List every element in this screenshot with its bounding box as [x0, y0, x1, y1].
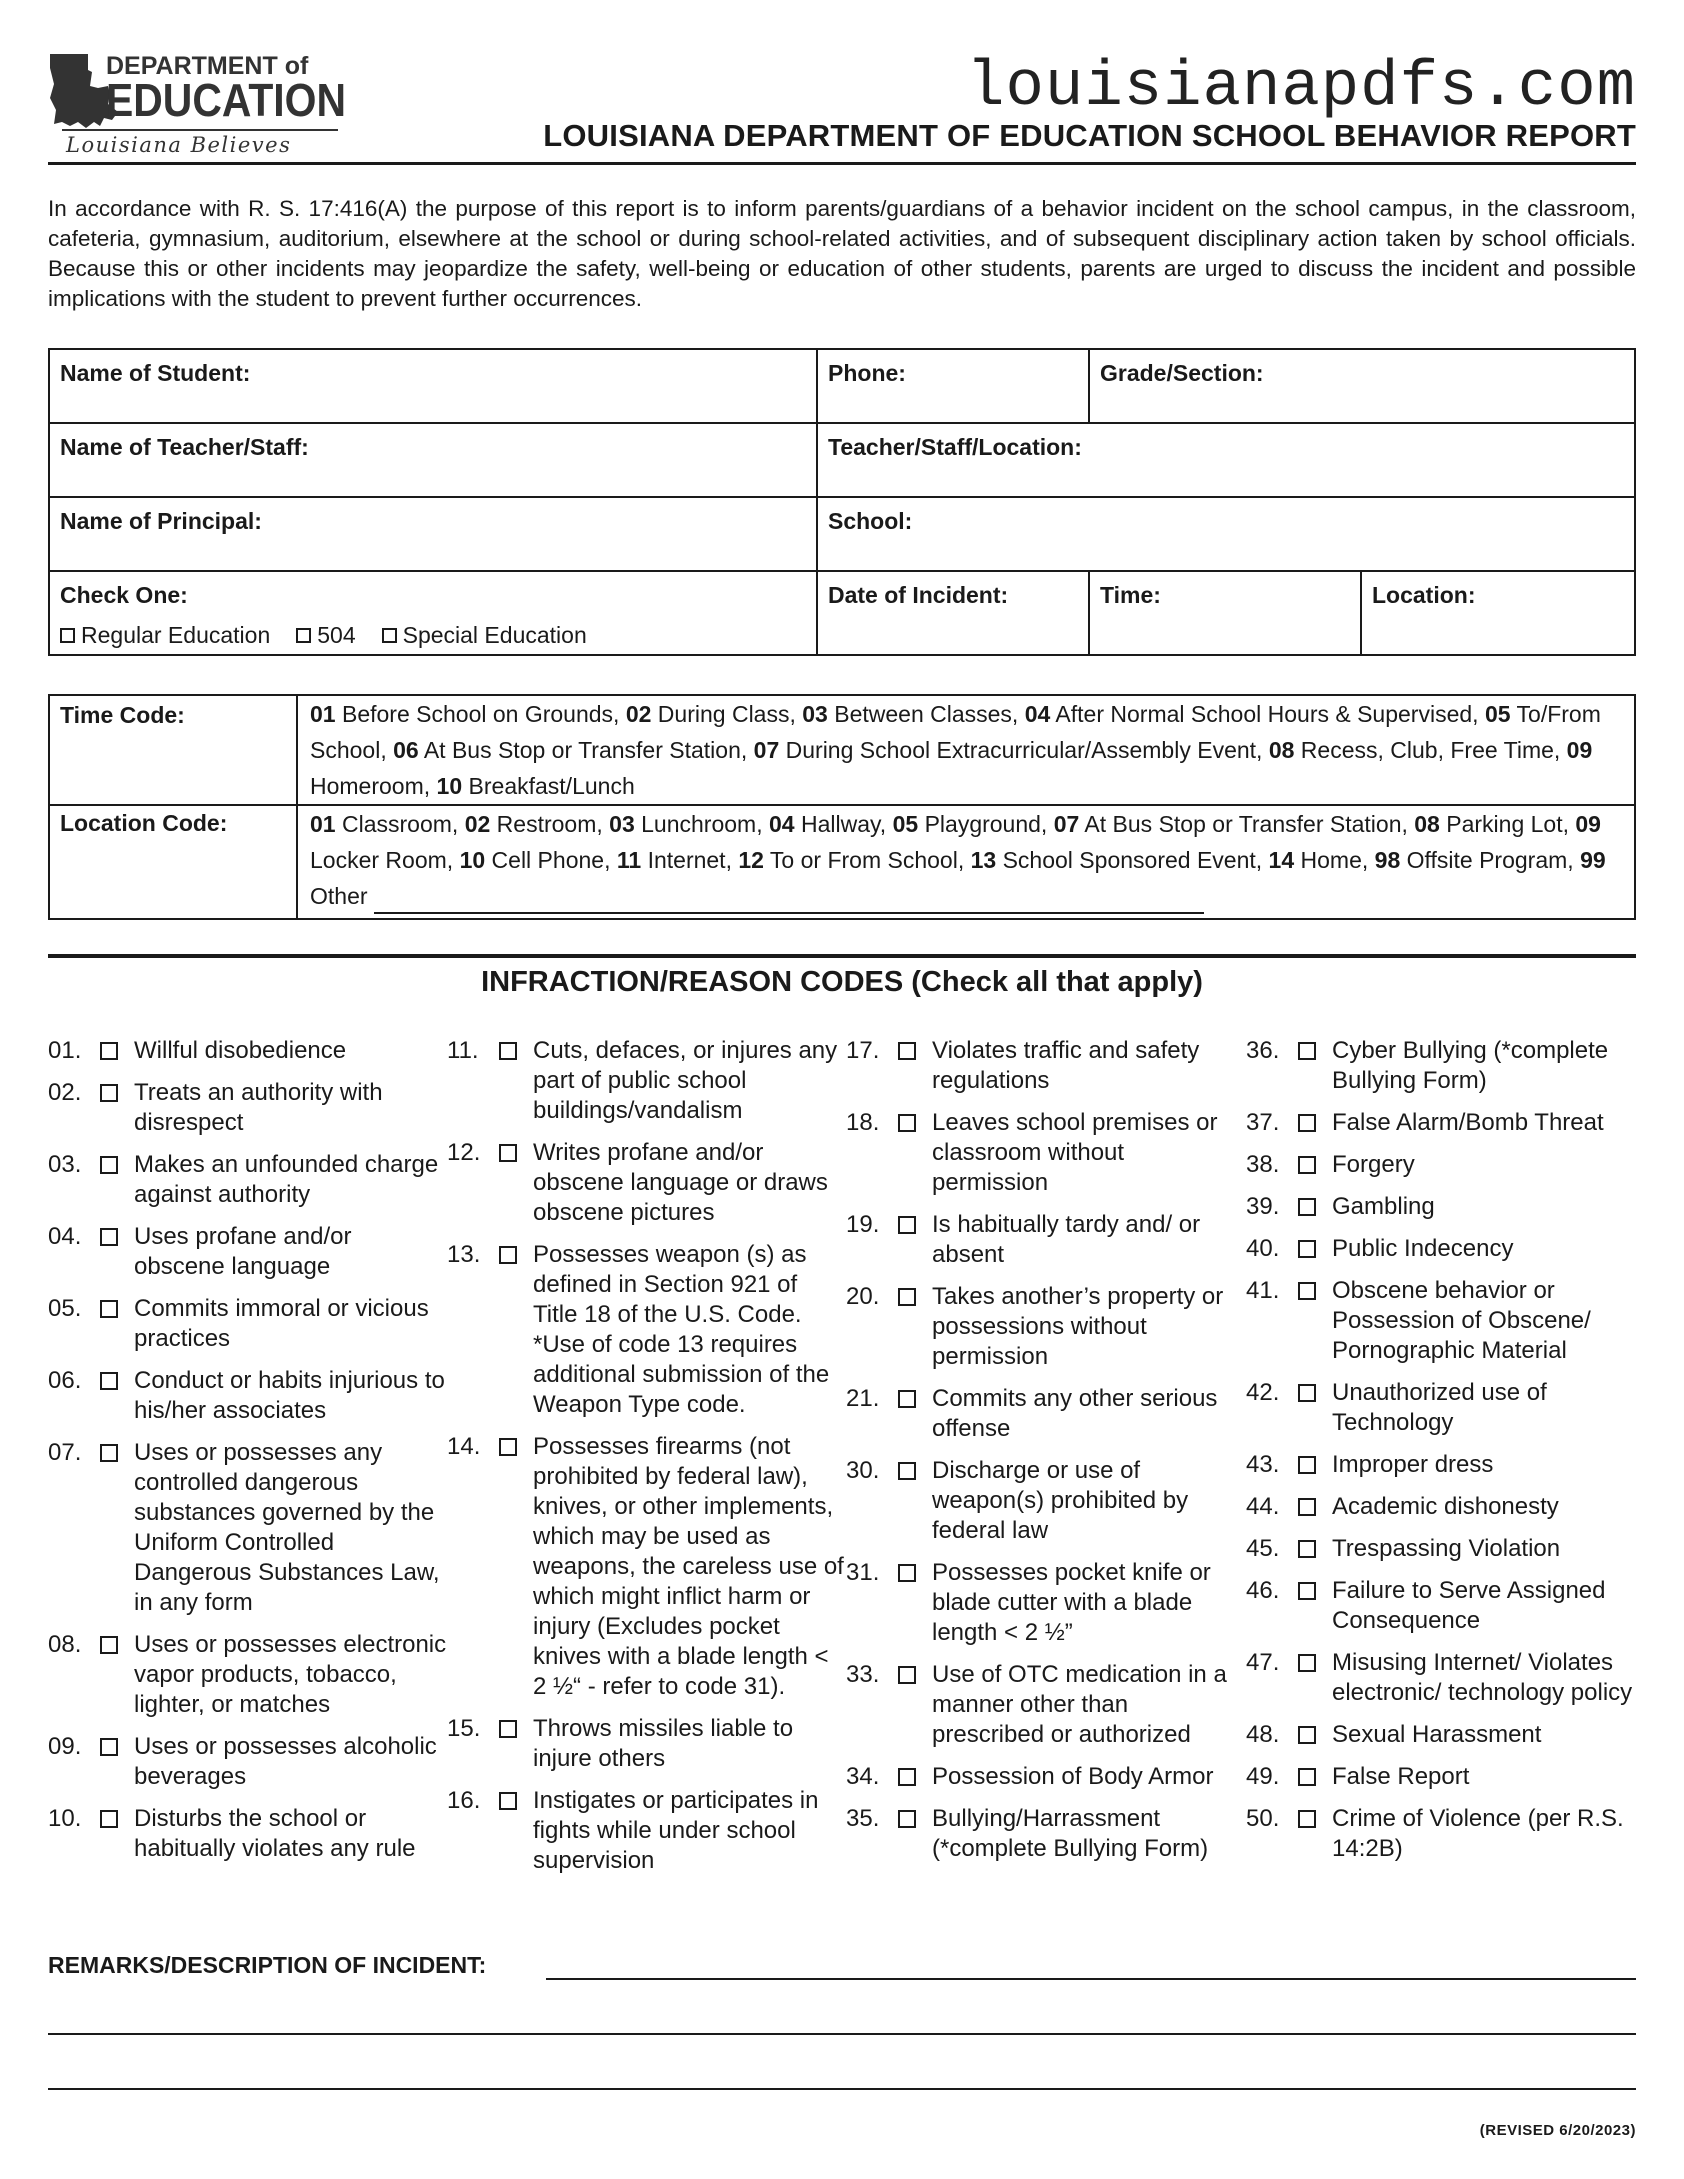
logo-tagline: Louisiana Believes: [66, 133, 292, 157]
grade-section-label: Grade/Section:: [1100, 360, 1264, 386]
infraction-number: 37.: [1246, 1109, 1280, 1136]
infraction-text: False Alarm/Bomb Threat: [1332, 1109, 1604, 1136]
infraction-text: Leaves school premises or classroom without permission: [932, 1109, 1218, 1196]
date-of-incident-label: Date of Incident:: [828, 582, 1009, 608]
time-code-number: 02: [625, 701, 652, 727]
infraction-item[interactable]: [447, 1036, 847, 1126]
infraction-text: Possesses pocket knife or blade cutter with a blade length < 2 ½”: [932, 1559, 1211, 1646]
checkbox-icon: [296, 628, 311, 643]
infraction-text: Sexual Harassment: [1332, 1721, 1542, 1748]
checkbox-icon[interactable]: [100, 1042, 118, 1060]
regular-education-checkbox[interactable]: [60, 622, 270, 649]
checkbox-icon[interactable]: [499, 1792, 517, 1810]
infraction-column-1: [48, 1036, 448, 1876]
date-of-incident-field[interactable]: [818, 572, 1090, 654]
time-code-text: At Bus Stop or Transfer Station,: [418, 737, 754, 763]
infraction-item[interactable]: [846, 1660, 1246, 1750]
infraction-number: 17.: [846, 1037, 880, 1064]
other-location-input-line[interactable]: [374, 888, 1204, 914]
infraction-item[interactable]: [48, 1732, 448, 1792]
infraction-text: Bullying/Harrassment (*complete Bullying Form): [932, 1805, 1209, 1862]
infraction-number: 36.: [1246, 1037, 1280, 1064]
checkbox-icon[interactable]: [1298, 1768, 1316, 1786]
infraction-text: Commits any other serious offense: [932, 1385, 1218, 1442]
infraction-number: 45.: [1246, 1535, 1280, 1562]
infraction-number: 05.: [48, 1295, 82, 1322]
teacher-name-field[interactable]: [50, 424, 818, 498]
infraction-number: 12.: [447, 1139, 481, 1166]
location-code-number: 07: [1053, 811, 1080, 837]
infraction-text: Writes profane and/or obscene language or draws obscene pictures: [533, 1139, 828, 1226]
time-code-number: 09: [1566, 737, 1593, 763]
infraction-column-3: [846, 1036, 1246, 1876]
header-divider: [48, 162, 1636, 165]
infraction-number: 42.: [1246, 1379, 1280, 1406]
infraction-item[interactable]: [48, 1036, 448, 1066]
checkbox-icon[interactable]: [898, 1462, 916, 1480]
infraction-text: Uses or possesses electronic vapor products, tobacco, lighter, or matches: [134, 1631, 447, 1718]
infraction-item[interactable]: [846, 1804, 1246, 1864]
504-label: 504: [317, 622, 356, 648]
time-code-text: To/From School,: [310, 701, 1601, 763]
infraction-number: 44.: [1246, 1493, 1280, 1520]
location-code-number: 13: [970, 847, 997, 873]
checkbox-icon: [382, 628, 397, 643]
infraction-text: Obscene behavior or Possession of Obscene/ Pornographic Material: [1332, 1277, 1591, 1364]
time-code-label-cell: [50, 696, 298, 806]
time-code-text: Breakfast/Lunch: [462, 773, 635, 799]
teacher-location-field[interactable]: [818, 424, 1634, 498]
infraction-text: Throws missiles liable to injure others: [533, 1715, 794, 1772]
location-field[interactable]: [1362, 572, 1634, 654]
infraction-text: Uses profane and/or obscene language: [134, 1223, 352, 1280]
time-field[interactable]: [1090, 572, 1362, 654]
infraction-item[interactable]: [447, 1432, 847, 1702]
time-code-text: During School Extracurricular/Assembly Event,: [779, 737, 1269, 763]
infraction-text: Crime of Violence (per R.S. 14:2B): [1332, 1805, 1624, 1862]
checkbox-icon[interactable]: [1298, 1282, 1316, 1300]
infraction-text: Improper dress: [1332, 1451, 1494, 1478]
checkbox-icon[interactable]: [898, 1810, 916, 1828]
infraction-text: Conduct or habits injurious to his/her associates: [134, 1367, 445, 1424]
infraction-text: Use of OTC medication in a manner other than prescribed or authorized: [932, 1661, 1227, 1748]
infraction-item[interactable]: [846, 1036, 1246, 1096]
location-code-number: 08: [1414, 811, 1440, 837]
infraction-number: 21.: [846, 1385, 880, 1412]
checkbox-icon[interactable]: [898, 1288, 916, 1306]
infraction-text: Discharge or use of weapon(s) prohibited by federal law: [932, 1457, 1189, 1544]
school-label: School:: [828, 508, 913, 534]
student-name-label: Name of Student:: [60, 360, 251, 386]
location-code-number: 99: [1580, 847, 1606, 873]
infraction-text: Forgery: [1332, 1151, 1415, 1178]
infraction-number: 15.: [447, 1715, 481, 1742]
infraction-item[interactable]: [48, 1078, 448, 1138]
location-code-text: To or From School,: [763, 847, 971, 873]
checkbox-icon[interactable]: [100, 1810, 118, 1828]
check-one-field: [50, 572, 818, 654]
infraction-item[interactable]: [1246, 1378, 1646, 1438]
infraction-item[interactable]: [846, 1384, 1246, 1444]
infraction-item[interactable]: [846, 1558, 1246, 1648]
infraction-text: Instigates or participates in fights while under school supervision: [533, 1787, 819, 1874]
checkbox-icon[interactable]: [100, 1636, 118, 1654]
student-name-field[interactable]: [50, 350, 818, 424]
checkbox-icon[interactable]: [1298, 1810, 1316, 1828]
infraction-number: 33.: [846, 1661, 880, 1688]
location-code-number: 10: [459, 847, 486, 873]
infraction-text: Is habitually tardy and/ or absent: [932, 1211, 1201, 1268]
infraction-number: 02.: [48, 1079, 82, 1106]
teacher-location-label: Teacher/Staff/Location:: [828, 434, 1082, 460]
location-code-text: Playground,: [918, 811, 1054, 837]
checkbox-icon[interactable]: [898, 1216, 916, 1234]
location-code-label: Location Code:: [60, 810, 228, 836]
checkbox-icon[interactable]: [499, 1246, 517, 1264]
location-label: Location:: [1372, 582, 1476, 608]
infraction-item[interactable]: [447, 1714, 847, 1774]
checkbox-icon[interactable]: [1298, 1456, 1316, 1474]
infraction-text: Cyber Bullying (*complete Bullying Form): [1332, 1037, 1609, 1094]
location-code-number: 03: [609, 811, 635, 837]
infraction-number: 14.: [447, 1433, 481, 1460]
infraction-item[interactable]: [1246, 1492, 1646, 1522]
infraction-item[interactable]: [48, 1366, 448, 1426]
infraction-number: 03.: [48, 1151, 82, 1178]
infraction-number: 30.: [846, 1457, 880, 1484]
location-code-text: Internet,: [641, 847, 739, 873]
logo-line1: DEPARTMENT of: [106, 52, 309, 80]
check-one-label: Check One:: [60, 582, 188, 608]
infraction-item[interactable]: [48, 1150, 448, 1210]
infraction-text: Trespassing Violation: [1332, 1535, 1561, 1562]
infraction-number: 47.: [1246, 1649, 1280, 1676]
location-code-label-cell: [50, 806, 298, 918]
department-of-education-logo: [48, 48, 348, 158]
location-code-text: Parking Lot,: [1439, 811, 1576, 837]
infraction-text: Possesses firearms (not prohibited by federal law), knives, or other implements, which may be used as weapons, the careless use of which might inflict harm or injury (Excludes pocket knives with a blade length < 2 ½“ - refer to code 31).: [533, 1433, 844, 1700]
time-code-text: During Class,: [651, 701, 803, 727]
special-education-checkbox[interactable]: [382, 622, 587, 649]
infraction-item[interactable]: [447, 1240, 847, 1420]
infraction-number: 38.: [1246, 1151, 1280, 1178]
checkbox-icon[interactable]: [499, 1438, 517, 1456]
checkbox-icon[interactable]: [499, 1720, 517, 1738]
infraction-item[interactable]: [1246, 1804, 1646, 1864]
location-code-number: 14: [1268, 847, 1295, 873]
remarks-input-line[interactable]: [48, 2033, 1636, 2035]
infraction-item[interactable]: [447, 1138, 847, 1228]
phone-label: Phone:: [828, 360, 906, 386]
infraction-item[interactable]: [1246, 1150, 1646, 1180]
infraction-number: 39.: [1246, 1193, 1280, 1220]
checkbox-icon[interactable]: [100, 1084, 118, 1102]
infraction-number: 13.: [447, 1241, 481, 1268]
infraction-number: 40.: [1246, 1235, 1280, 1262]
checkbox-icon[interactable]: [1298, 1042, 1316, 1060]
checkbox-icon[interactable]: [1298, 1114, 1316, 1132]
infraction-number: 04.: [48, 1223, 82, 1250]
location-code-number: 09: [1575, 811, 1601, 837]
code-reference-table: [48, 694, 1636, 920]
infraction-number: 35.: [846, 1805, 880, 1832]
location-code-number: 01: [310, 811, 336, 837]
infraction-text: Commits immoral or vicious practices: [134, 1295, 429, 1352]
checkbox-icon[interactable]: [1298, 1384, 1316, 1402]
checkbox-icon[interactable]: [100, 1444, 118, 1462]
location-code-text: Offsite Program,: [1400, 847, 1581, 873]
infraction-number: 10.: [48, 1805, 82, 1832]
infraction-number: 11.: [447, 1037, 479, 1064]
infraction-item[interactable]: [1246, 1036, 1646, 1096]
infraction-item[interactable]: [846, 1456, 1246, 1546]
infraction-item[interactable]: [1246, 1234, 1646, 1264]
infraction-item[interactable]: [48, 1438, 448, 1618]
checkbox-icon[interactable]: [499, 1144, 517, 1162]
infraction-text: Willful disobedience: [134, 1037, 347, 1064]
remarks-label: REMARKS/DESCRIPTION OF INCIDENT:: [48, 1952, 487, 1978]
infraction-item[interactable]: [1246, 1276, 1646, 1366]
location-code-text: Home,: [1294, 847, 1375, 873]
infraction-item[interactable]: [1246, 1648, 1646, 1708]
infraction-number: 01.: [48, 1037, 82, 1064]
school-field[interactable]: [818, 498, 1634, 572]
teacher-name-label: Name of Teacher/Staff:: [60, 434, 309, 460]
location-code-text: School Sponsored Event,: [996, 847, 1269, 873]
infraction-item[interactable]: [1246, 1762, 1646, 1792]
checkbox-icon[interactable]: [898, 1042, 916, 1060]
logo-line2: EDUCATION: [106, 74, 346, 126]
time-code-number: 06: [393, 737, 419, 763]
section-divider: [48, 954, 1636, 958]
location-code-text: Lunchroom,: [634, 811, 769, 837]
infraction-number: 48.: [1246, 1721, 1280, 1748]
checkbox-icon[interactable]: [1298, 1654, 1316, 1672]
location-code-text: Classroom,: [335, 811, 465, 837]
504-checkbox[interactable]: [296, 622, 355, 649]
infraction-text: Public Indecency: [1332, 1235, 1514, 1262]
infraction-number: 41.: [1246, 1277, 1280, 1304]
location-code-number: 02: [464, 811, 491, 837]
checkbox-icon[interactable]: [898, 1390, 916, 1408]
checkbox-icon[interactable]: [898, 1666, 916, 1684]
infraction-number: 20.: [846, 1283, 880, 1310]
checkbox-icon[interactable]: [898, 1114, 916, 1132]
time-code-number: 04: [1024, 701, 1051, 727]
infraction-text: Possession of Body Armor: [932, 1763, 1214, 1790]
infraction-text: Possesses weapon (s) as defined in Section 921 of Title 18 of the U.S. Code. *Use of code 13 requires additional submission of the Weapon Type code.: [533, 1241, 830, 1418]
infraction-number: 31.: [846, 1559, 880, 1586]
infraction-text: Treats an authority with disrespect: [134, 1079, 383, 1136]
checkbox-icon[interactable]: [1298, 1540, 1316, 1558]
infraction-item[interactable]: [1246, 1720, 1646, 1750]
infraction-item[interactable]: [1246, 1576, 1646, 1636]
time-code-number: 03: [802, 701, 828, 727]
infraction-number: 46.: [1246, 1577, 1280, 1604]
infraction-item[interactable]: [48, 1222, 448, 1282]
location-code-number: 98: [1374, 847, 1401, 873]
infraction-text: Makes an unfounded charge against authority: [134, 1151, 439, 1208]
infraction-text: Uses or possesses any controlled dangerous substances governed by the Uniform Controlled Dangerous Substances Law, in any form: [134, 1439, 440, 1616]
infraction-text: Misusing Internet/ Violates electronic/ technology policy: [1332, 1649, 1633, 1706]
principal-name-label: Name of Principal:: [60, 508, 262, 534]
checkbox-icon[interactable]: [1298, 1156, 1316, 1174]
infraction-text: Violates traffic and safety regulations: [932, 1037, 1200, 1094]
location-code-list: [310, 806, 1620, 914]
checkbox-icon[interactable]: [499, 1042, 517, 1060]
time-code-text: Between Classes,: [827, 701, 1025, 727]
checkbox-icon[interactable]: [898, 1768, 916, 1786]
infraction-number: 16.: [447, 1787, 481, 1814]
infraction-text: Unauthorized use of Technology: [1332, 1379, 1547, 1436]
location-code-number: 04: [769, 811, 795, 837]
time-label: Time:: [1100, 582, 1161, 608]
time-code-number: 01: [310, 701, 336, 727]
time-code-text: Homeroom,: [310, 773, 437, 799]
infraction-number: 08.: [48, 1631, 82, 1658]
infraction-item[interactable]: [846, 1108, 1246, 1198]
student-info-form: [48, 348, 1636, 656]
time-code-number: 07: [753, 737, 780, 763]
infraction-item[interactable]: [846, 1282, 1246, 1372]
special-education-label: Special Education: [402, 622, 587, 648]
infraction-column-4: [1246, 1036, 1646, 1876]
checkbox-icon[interactable]: [1298, 1498, 1316, 1516]
site-watermark: louisianapdfs.com: [966, 52, 1636, 124]
time-code-text: Before School on Grounds,: [335, 701, 626, 727]
location-code-text: Cell Phone,: [485, 847, 617, 873]
location-code-text: Locker Room,: [310, 847, 460, 873]
regular-education-label: Regular Education: [81, 622, 271, 648]
time-code-text: After Normal School Hours & Supervised,: [1050, 701, 1485, 727]
checkbox-icon: [60, 628, 75, 643]
document-title: LOUISIANA DEPARTMENT OF EDUCATION SCHOOL BEHAVIOR REPORT: [543, 118, 1636, 153]
infraction-number: 09.: [48, 1733, 82, 1760]
checkbox-icon[interactable]: [100, 1372, 118, 1390]
checkbox-icon[interactable]: [100, 1300, 118, 1318]
location-code-text: Hallway,: [794, 811, 893, 837]
infraction-item[interactable]: [1246, 1108, 1646, 1138]
infraction-number: 18.: [846, 1109, 880, 1136]
checkbox-icon[interactable]: [1298, 1582, 1316, 1600]
infraction-number: 19.: [846, 1211, 880, 1238]
location-code-text: Other: [310, 883, 374, 909]
infraction-item[interactable]: [1246, 1192, 1646, 1222]
checkbox-icon[interactable]: [1298, 1198, 1316, 1216]
infraction-item[interactable]: [48, 1630, 448, 1720]
location-code-text: At Bus Stop or Transfer Station,: [1079, 811, 1415, 837]
time-code-number: 08: [1268, 737, 1295, 763]
checkbox-icon[interactable]: [100, 1156, 118, 1174]
phone-field[interactable]: [818, 350, 1090, 424]
grade-section-field[interactable]: [1090, 350, 1634, 424]
infraction-item[interactable]: [846, 1762, 1246, 1792]
time-code-number: 10: [436, 773, 463, 799]
location-code-text: Restroom,: [490, 811, 610, 837]
revision-date: (REVISED 6/20/2023): [1479, 2122, 1636, 2139]
infraction-item[interactable]: [48, 1804, 448, 1864]
time-code-label: Time Code:: [60, 702, 185, 728]
time-code-number: 05: [1484, 701, 1511, 727]
infraction-codes-title: INFRACTION/REASON CODES (Check all that apply): [481, 966, 1203, 998]
infraction-item[interactable]: [1246, 1534, 1646, 1564]
infraction-text: Takes another’s property or possessions without permission: [932, 1283, 1224, 1370]
infraction-item[interactable]: [447, 1786, 847, 1876]
location-code-number: 05: [892, 811, 919, 837]
remarks-input-line[interactable]: [48, 2088, 1636, 2090]
infraction-item[interactable]: [48, 1294, 448, 1354]
infraction-text: Gambling: [1332, 1193, 1435, 1220]
infraction-text: Failure to Serve Assigned Consequence: [1332, 1577, 1606, 1634]
infraction-number: 50.: [1246, 1805, 1280, 1832]
checkbox-icon[interactable]: [100, 1228, 118, 1246]
infraction-number: 43.: [1246, 1451, 1280, 1478]
remarks-input-line[interactable]: [546, 1978, 1636, 1980]
infraction-number: 06.: [48, 1367, 82, 1394]
time-code-list: [310, 696, 1620, 804]
infraction-item[interactable]: [846, 1210, 1246, 1270]
intro-paragraph: In accordance with R. S. 17:416(A) the purpose of this report is to inform parents/guardians of a behavior incident on the school campus, in the classroom, cafeteria, gymnasium, auditorium, elsewhere at the school or during school-related activities, and of subsequent disciplinary action taken by school officials. Because this or other incidents may jeopardize the safety, well-being or education of other students, parents are urged to discuss the incident and possible implications with the student to prevent further occurrences.: [48, 196, 1636, 311]
infraction-number: 34.: [846, 1763, 880, 1790]
infraction-text: False Report: [1332, 1763, 1470, 1790]
infraction-number: 49.: [1246, 1763, 1280, 1790]
checkbox-icon[interactable]: [898, 1564, 916, 1582]
checkbox-icon[interactable]: [1298, 1726, 1316, 1744]
checkbox-icon[interactable]: [1298, 1240, 1316, 1258]
principal-name-field[interactable]: [50, 498, 818, 572]
location-code-number: 12: [738, 847, 764, 873]
infraction-text: Cuts, defaces, or injures any part of public school buildings/vandalism: [533, 1037, 838, 1124]
checkbox-icon[interactable]: [100, 1738, 118, 1756]
infraction-text: Uses or possesses alcoholic beverages: [134, 1733, 437, 1790]
infraction-text: Disturbs the school or habitually violates any rule: [134, 1805, 416, 1862]
time-code-text: Recess, Club, Free Time,: [1294, 737, 1567, 763]
location-code-number: 11: [616, 847, 642, 873]
infraction-column-2: [447, 1036, 847, 1888]
infraction-text: Academic dishonesty: [1332, 1493, 1559, 1520]
infraction-number: 07.: [48, 1439, 82, 1466]
infraction-item[interactable]: [1246, 1450, 1646, 1480]
